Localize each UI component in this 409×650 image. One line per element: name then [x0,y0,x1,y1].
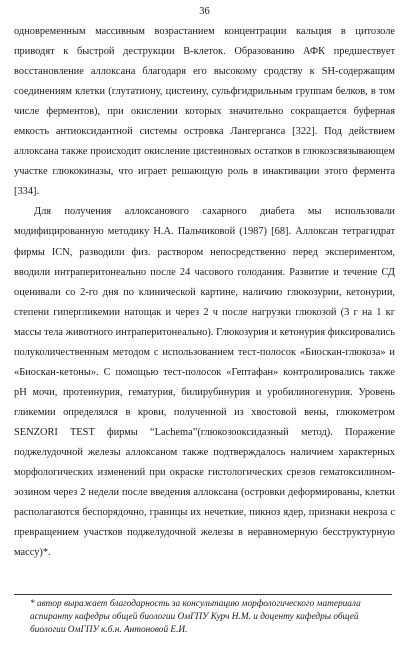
body-text [14,22,395,563]
paragraph-diabetes-method: Для получения аллоксанового сахарного диабета мы использовали модифицированную методику Н.А. Пальчиковой (1987) [68]. Аллоксан тетрагидрат фирмы ICN, разводили физ. раствором непосредственно перед экспериментом, вводили интраперитонеально после 24 часового голодания. Развитие и течение СД оценивали со 2-го дня по клинической картине, наличию глюкозурии, кетонурии, степени гипергликемии натощак и через 2 ч после нагрузки глюкозой (3 г на 1 кг массы тела животного интраперитонеально). Глюкозурия и кетонурия фиксировались полуколичественным методом с использованием тест-полосок «Биоскан-глюкоза» и «Биоскан-кетоны». С помощью тест-полосок «Гептафан» контролировались также рН мочи, протеинурия, гематурия, билирубинурия и уробилиногенурия. Уровень гликемии определялся в крови, полученной из хвостовой вены, глюкометром SENZORI TEST фирмы “Lachema”(глюкозооксидазный метод). Поражение поджелудочной железы аллоксаном также подтверждалось наличием характерных морфологических изменений при окраске гистологических срезов гематоксилином-эозином через 2 недели после введения аллоксана (островки деформированы, клетки располагаются беспорядочно, границы их нечеткие, пикноз ядер, признаки некроза с превращением участков поджелудочной железы в неравномерную бесструктурную массу)*. [14,206,395,559]
footnote-divider [14,594,392,595]
page-number: 36 [199,6,210,17]
paragraph-alloxan-mechanism: одновременным массивным возрастанием концентрации кальция в цитозоле приводят к быстрой деструкции В-клеток. Образованию АФК предшествует восстановление аллоксана благодаря его высокому сродству к SH-содержащим соединениям клетки (глутатиону, цистеину, сульфгидрильным группам белков, в том числе ферментов), при окислении которых значительно сокращается буферная емкость антиоксидантной системы островка Лангерганса [322]. Под действием аллоксана также происходит окисление цистеиновых остатков в глюкозсвязывающем участке глюкокиназы, что играет решающую роль в инактивации этого фермента [334]. [14,26,395,198]
footnote: * автор выражает благодарность за консультацию морфологического материала аспиранту кафедры общей биологии ОмГПУ Курч Н.М. и доценту кафедры общей биологии ОмГПУ к.б.н. Антоновой Е.И. [30,599,361,636]
